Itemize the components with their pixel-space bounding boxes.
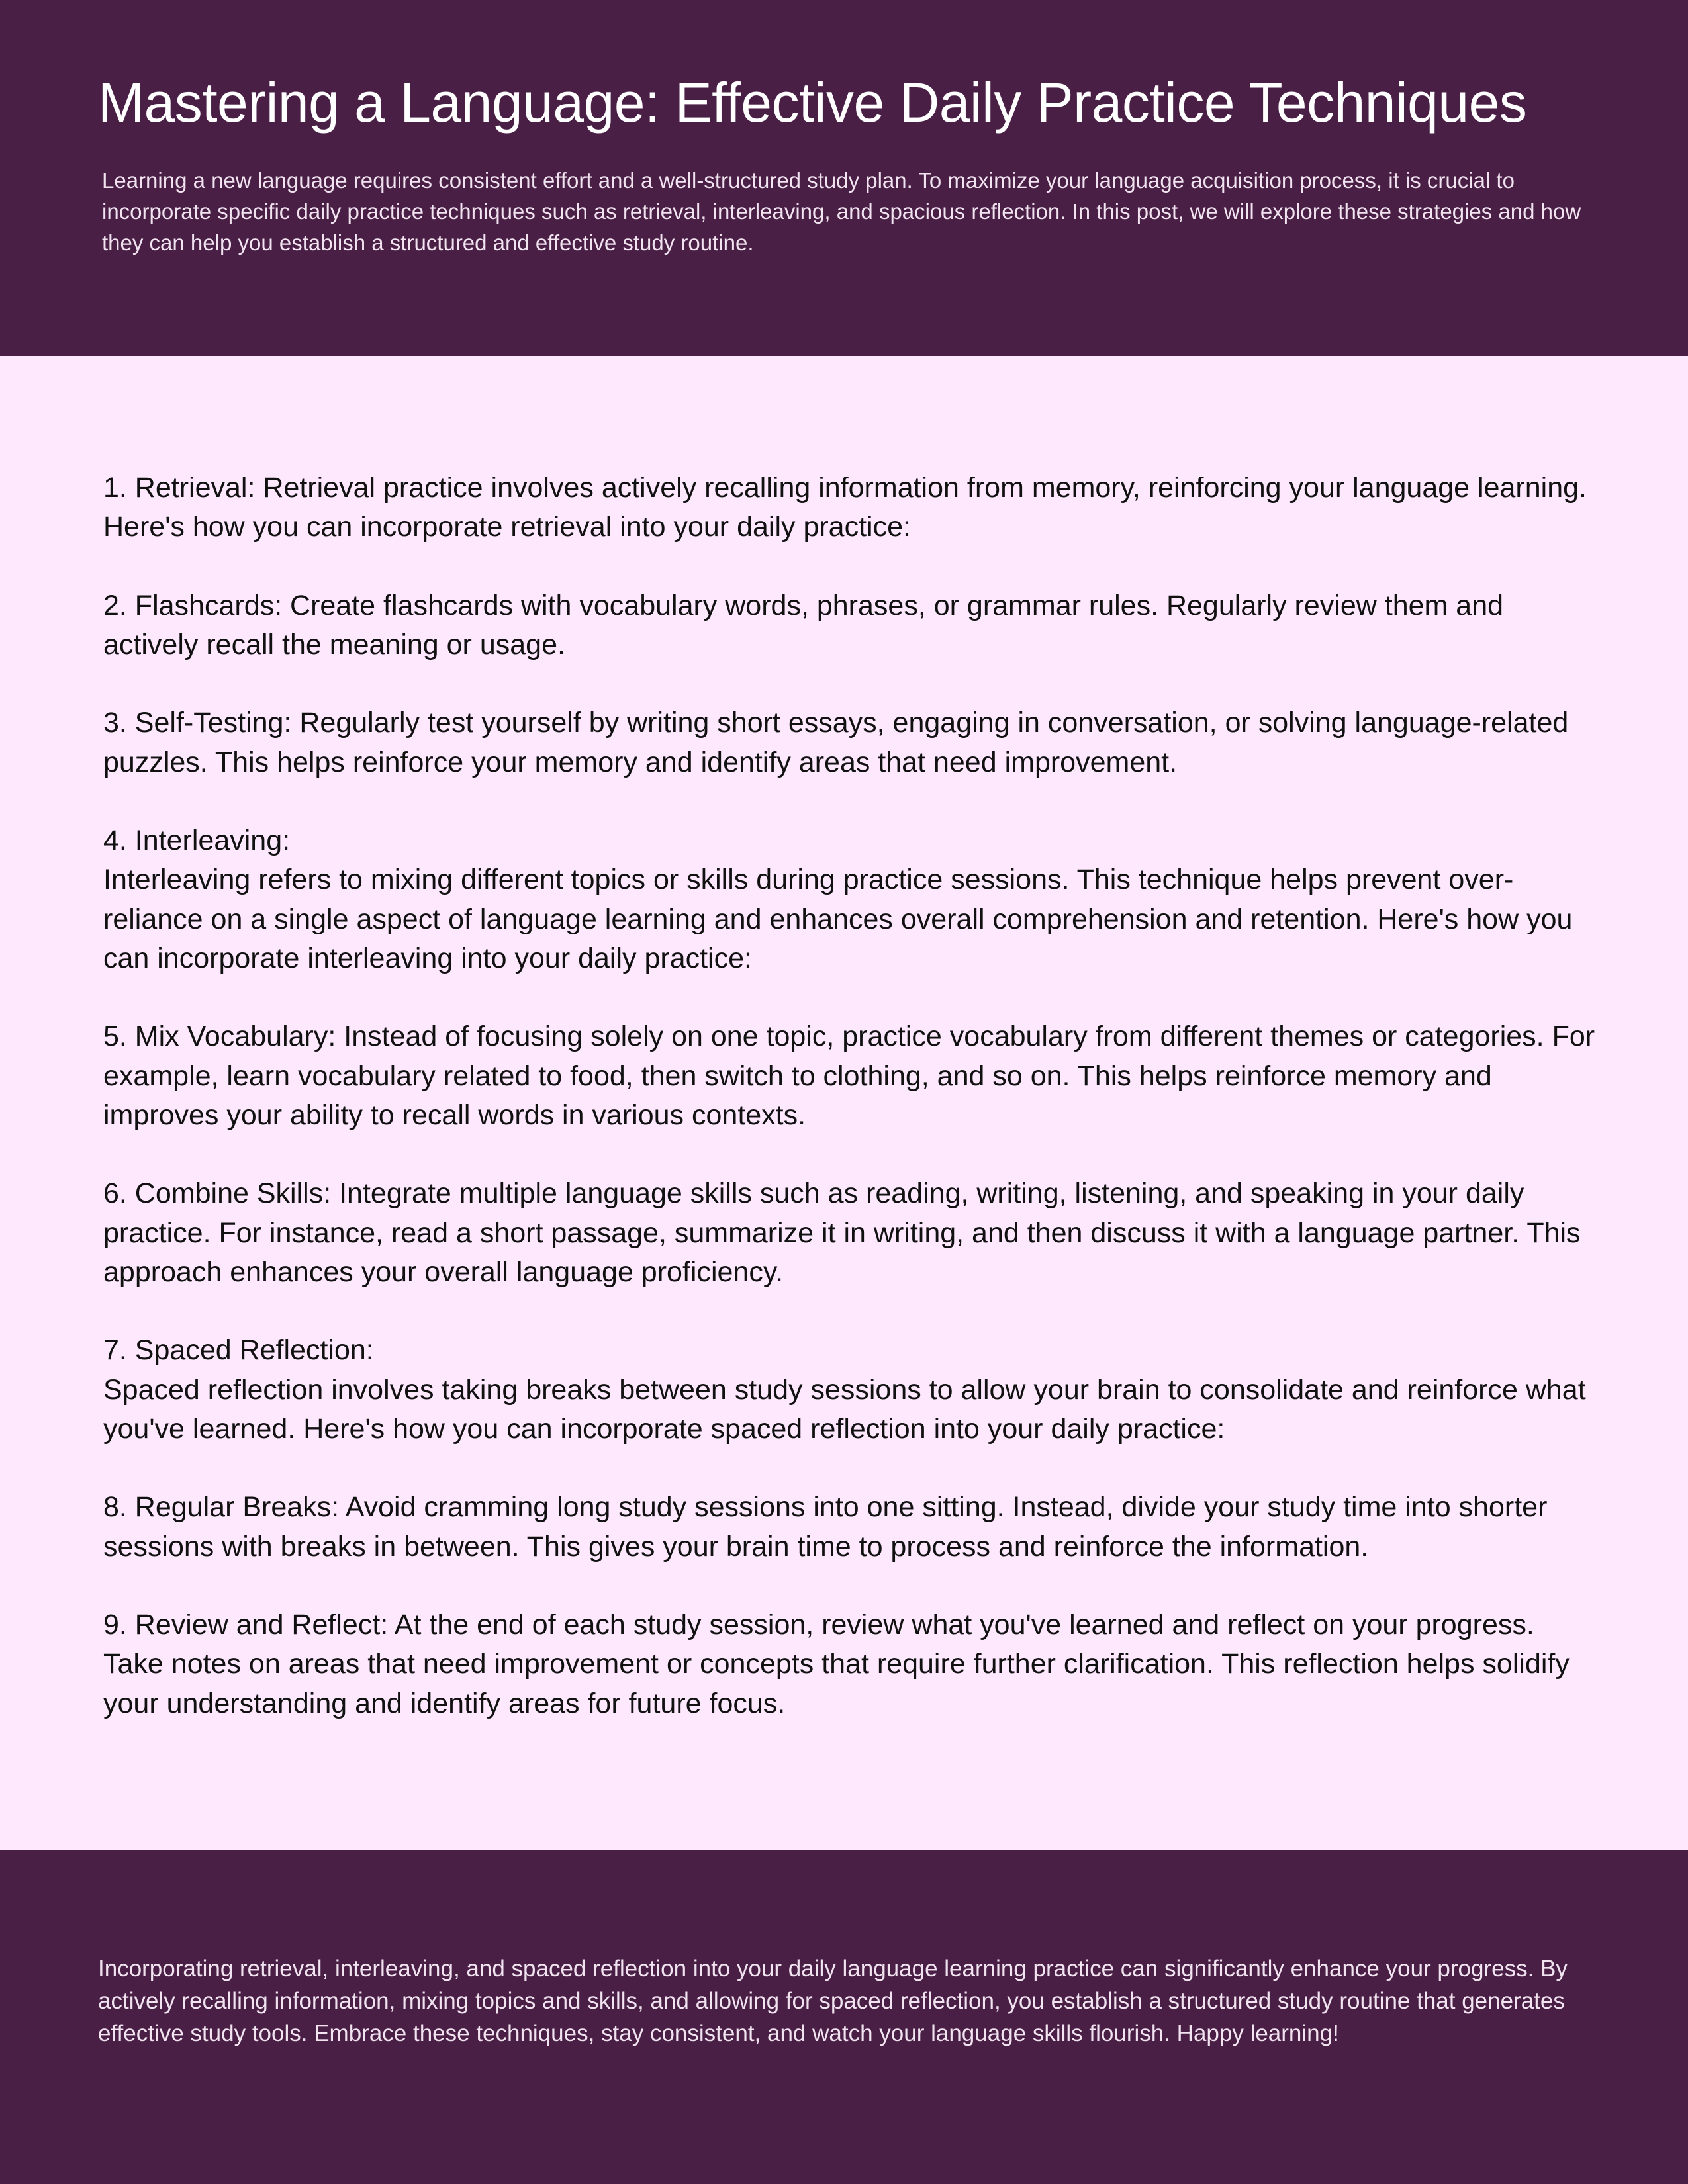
item-heading: 6. Combine Skills: — [103, 1177, 332, 1210]
item-body: Retrieval practice involves actively recalling information from memory, reinforcing your language learning. Here's how you can incorporate retrieval into your daily practice: — [103, 472, 1587, 543]
closing-paragraph: Incorporating retrieval, interleaving, and spaced reflection into your daily language learning practice can significantly enhance your progress. By actively recalling information, mixing topics and skills, and allowing for spaced reflection, you establish a structured study routine that generates effective study tools. Embrace these techniques, stay consistent, and watch your language skills flourish. Happy learning! — [98, 1956, 1568, 2046]
item-heading: 4. Interleaving: — [103, 824, 291, 856]
item-heading: 1. Retrieval: — [103, 472, 256, 504]
item-body: Integrate multiple language skills such as reading, writing, listening, and speaking in your daily practice. For instance, read a short passage, summarize it in writing, and then discuss it with a language partner. This approach enhances your overall language proficiency. — [103, 1177, 1581, 1288]
item-body: Regularly test yourself by writing short essays, engaging in conversation, or solving language-related puzzles. This helps reinforce your memory and identify areas that need improvement. — [103, 707, 1569, 778]
item-body: Create flashcards with vocabulary words, phrases, or grammar rules. Regularly review them and actively recall the meaning or usage. — [103, 589, 1504, 660]
list-item — [103, 586, 1595, 665]
intro-paragraph: Learning a new language requires consistent effort and a well-structured study plan. To maximize your language acquisition process, it is crucial to incorporate specific daily practice techniques such as retrieval, interleaving, and spacious reflection. In this post, we will explore these strategies and how they can help you establish a structured and effective study routine. — [102, 168, 1581, 255]
page-footer — [0, 1850, 1688, 2184]
item-heading: 8. Regular Breaks: — [103, 1491, 340, 1524]
list-item — [103, 821, 1595, 978]
item-heading: 3. Self-Testing: — [103, 707, 292, 739]
item-body: Spaced reflection involves taking breaks between study sessions to allow your brain to consolidate and reinforce what you've learned. Here's how you can incorporate spaced reflection into your daily practice: — [103, 1373, 1586, 1445]
page-header — [0, 0, 1688, 356]
page-title: Mastering a Language: Effective Daily Practice Techniques — [98, 71, 1527, 134]
tips-list — [0, 356, 1688, 1850]
list-item — [103, 1606, 1595, 1723]
item-heading: 9. Review and Reflect: — [103, 1608, 389, 1641]
item-body: Interleaving refers to mixing different topics or skills during practice sessions. This technique helps prevent over-reliance on a single aspect of language learning and enhances overall comprehension and retention. Here's how you can incorporate interleaving into your daily practice: — [103, 864, 1573, 974]
item-heading: 7. Spaced Reflection: — [103, 1334, 374, 1367]
list-item — [103, 1331, 1595, 1449]
list-item — [103, 469, 1595, 547]
item-body: At the end of each study session, review what you've learned and reflect on your progress. Take notes on areas that need improvement or concepts that require further clarification. This reflection helps solidify your understanding and identify areas for future focus. — [103, 1608, 1570, 1719]
list-item — [103, 704, 1595, 782]
list-item — [103, 1017, 1595, 1135]
item-heading: 5. Mix Vocabulary: — [103, 1021, 336, 1053]
item-heading: 2. Flashcards: — [103, 589, 283, 621]
list-item — [103, 1488, 1595, 1567]
list-item — [103, 1174, 1595, 1292]
item-body: Instead of focusing solely on one topic, practice vocabulary from different themes or categories. For example, learn vocabulary related to food, then switch to clothing, and so on. This helps reinforce memory and improves your ability to recall words in various contexts. — [103, 1021, 1595, 1131]
item-body: Avoid cramming long study sessions into one sitting. Instead, divide your study time into shorter sessions with breaks in between. This gives your brain time to process and reinforce the information. — [103, 1491, 1548, 1563]
